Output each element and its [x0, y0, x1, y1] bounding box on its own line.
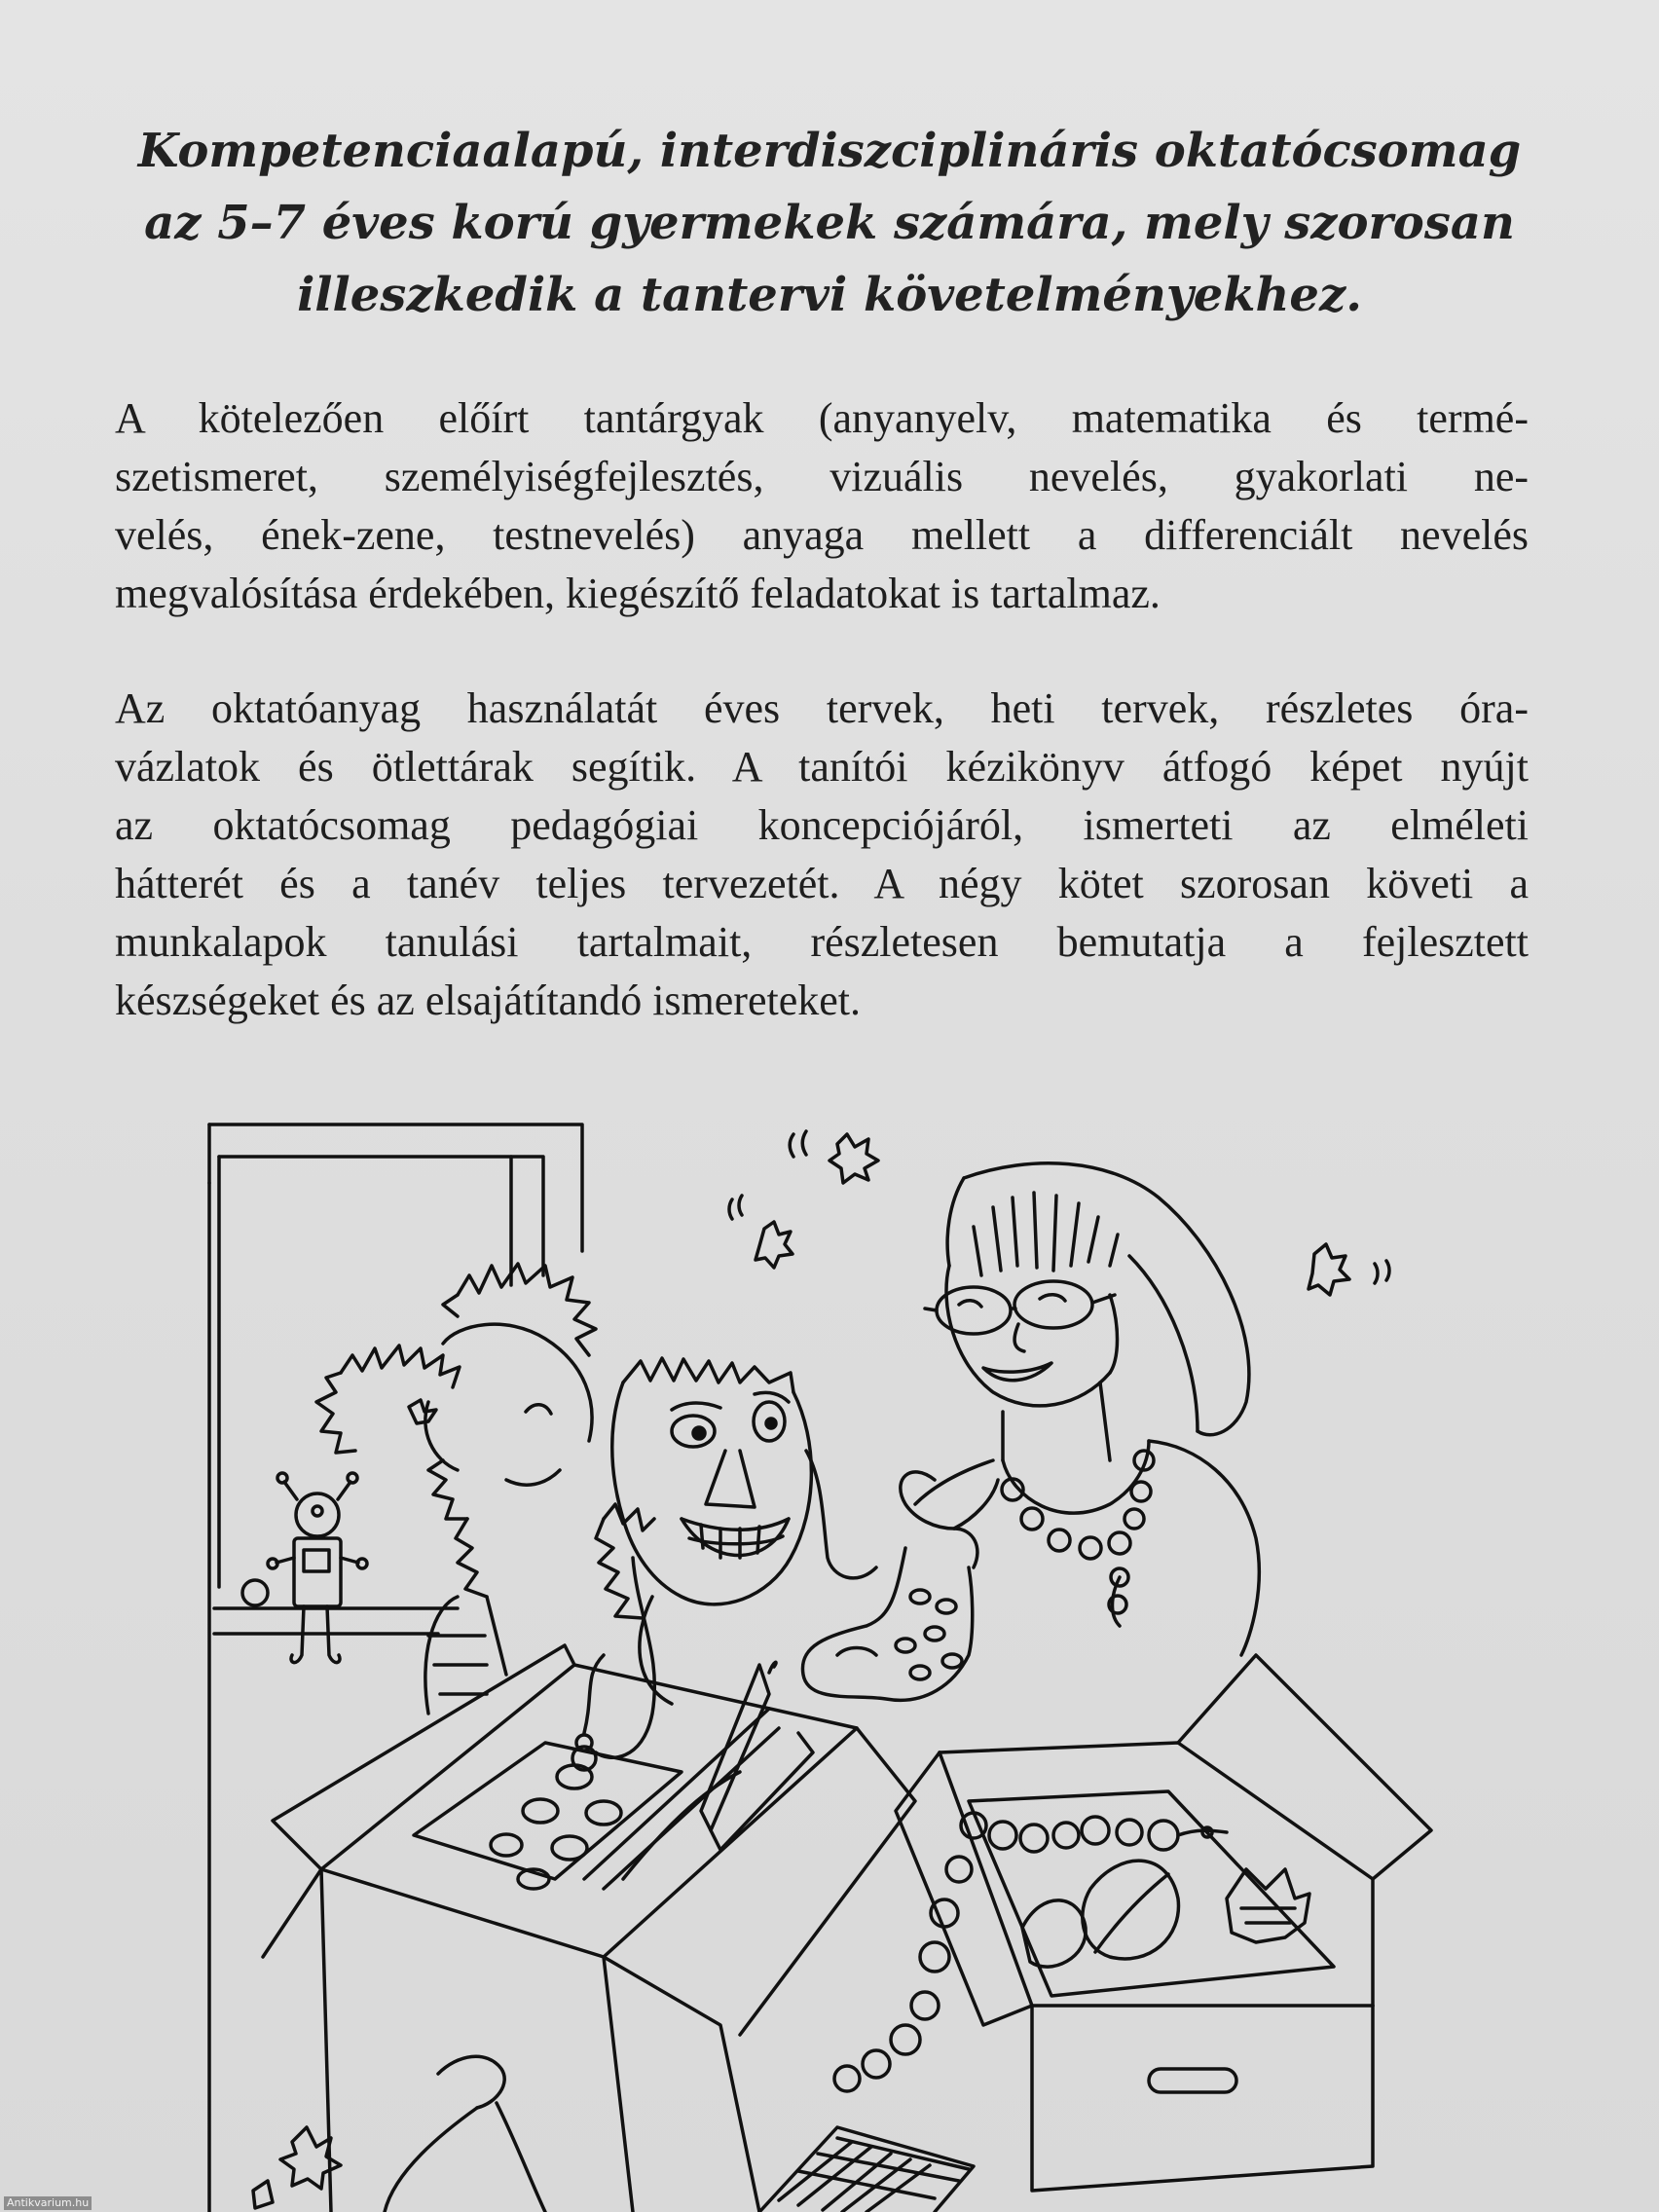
bear-character: [316, 1264, 654, 1714]
sparkle-decorations: [729, 1131, 1389, 1295]
art-supplies-box: [263, 1645, 915, 2212]
heading-line: az 5–7 éves korú gyermekek számára, mely szorosan: [144, 196, 1515, 250]
grid-worksheet: [759, 2127, 974, 2212]
sock-item: [802, 1548, 972, 1700]
paragraph-line: munkalapok tanulási tartalmait, részletesen bemutatja a fejlesztett: [115, 918, 1529, 966]
heading: [117, 115, 1542, 331]
paragraph-materials: [115, 680, 1529, 1030]
teacher-character: [901, 1163, 1259, 1655]
paragraph-line: hátterét és a tanév teljes tervezetét. A négy kötet szorosan követi a: [115, 860, 1529, 907]
paragraph-line: vázlatok és ötlettárak segítik. A tanítói kézikönyv átfogó képet nyújt: [115, 743, 1529, 791]
paragraph-line: velés, ének-zene, testnevelés) anyaga mellett a differenciált nevelés: [115, 511, 1529, 559]
nature-items-box: [834, 1655, 1431, 2191]
heading-line: illeszkedik a tantervi követelményekhez.: [297, 268, 1362, 322]
paragraph-line: Az oktatóanyag használatát éves tervek, heti tervek, részletes óra-: [115, 684, 1529, 732]
paragraph-line: A kötelezően előírt tantárgyak (anyanyelv, matematika és termé-: [115, 394, 1529, 442]
paragraph-line: szetismeret, személyiségfejlesztés, vizuális nevelés, gyakorlati ne-: [115, 453, 1529, 500]
puppet-character: [572, 1358, 876, 1770]
line-drawing-illustration: [0, 1071, 1659, 2212]
paragraph-subjects: [115, 389, 1529, 623]
paragraph-line: készségeket és az elsajátítandó ismereteket.: [115, 977, 861, 1024]
paragraph-line: megvalósítása érdekében, kiegészítő feladatokat is tartalmaz.: [115, 570, 1161, 617]
sack-item: [253, 2056, 545, 2212]
heading-line: Kompetenciaalapú, interdiszciplináris oktatócsomag: [137, 124, 1522, 178]
paragraph-line: az oktatócsomag pedagógiai koncepciójáról, ismerteti az elméleti: [115, 801, 1529, 849]
watermark-label: Antikvarium.hu: [4, 2196, 92, 2210]
